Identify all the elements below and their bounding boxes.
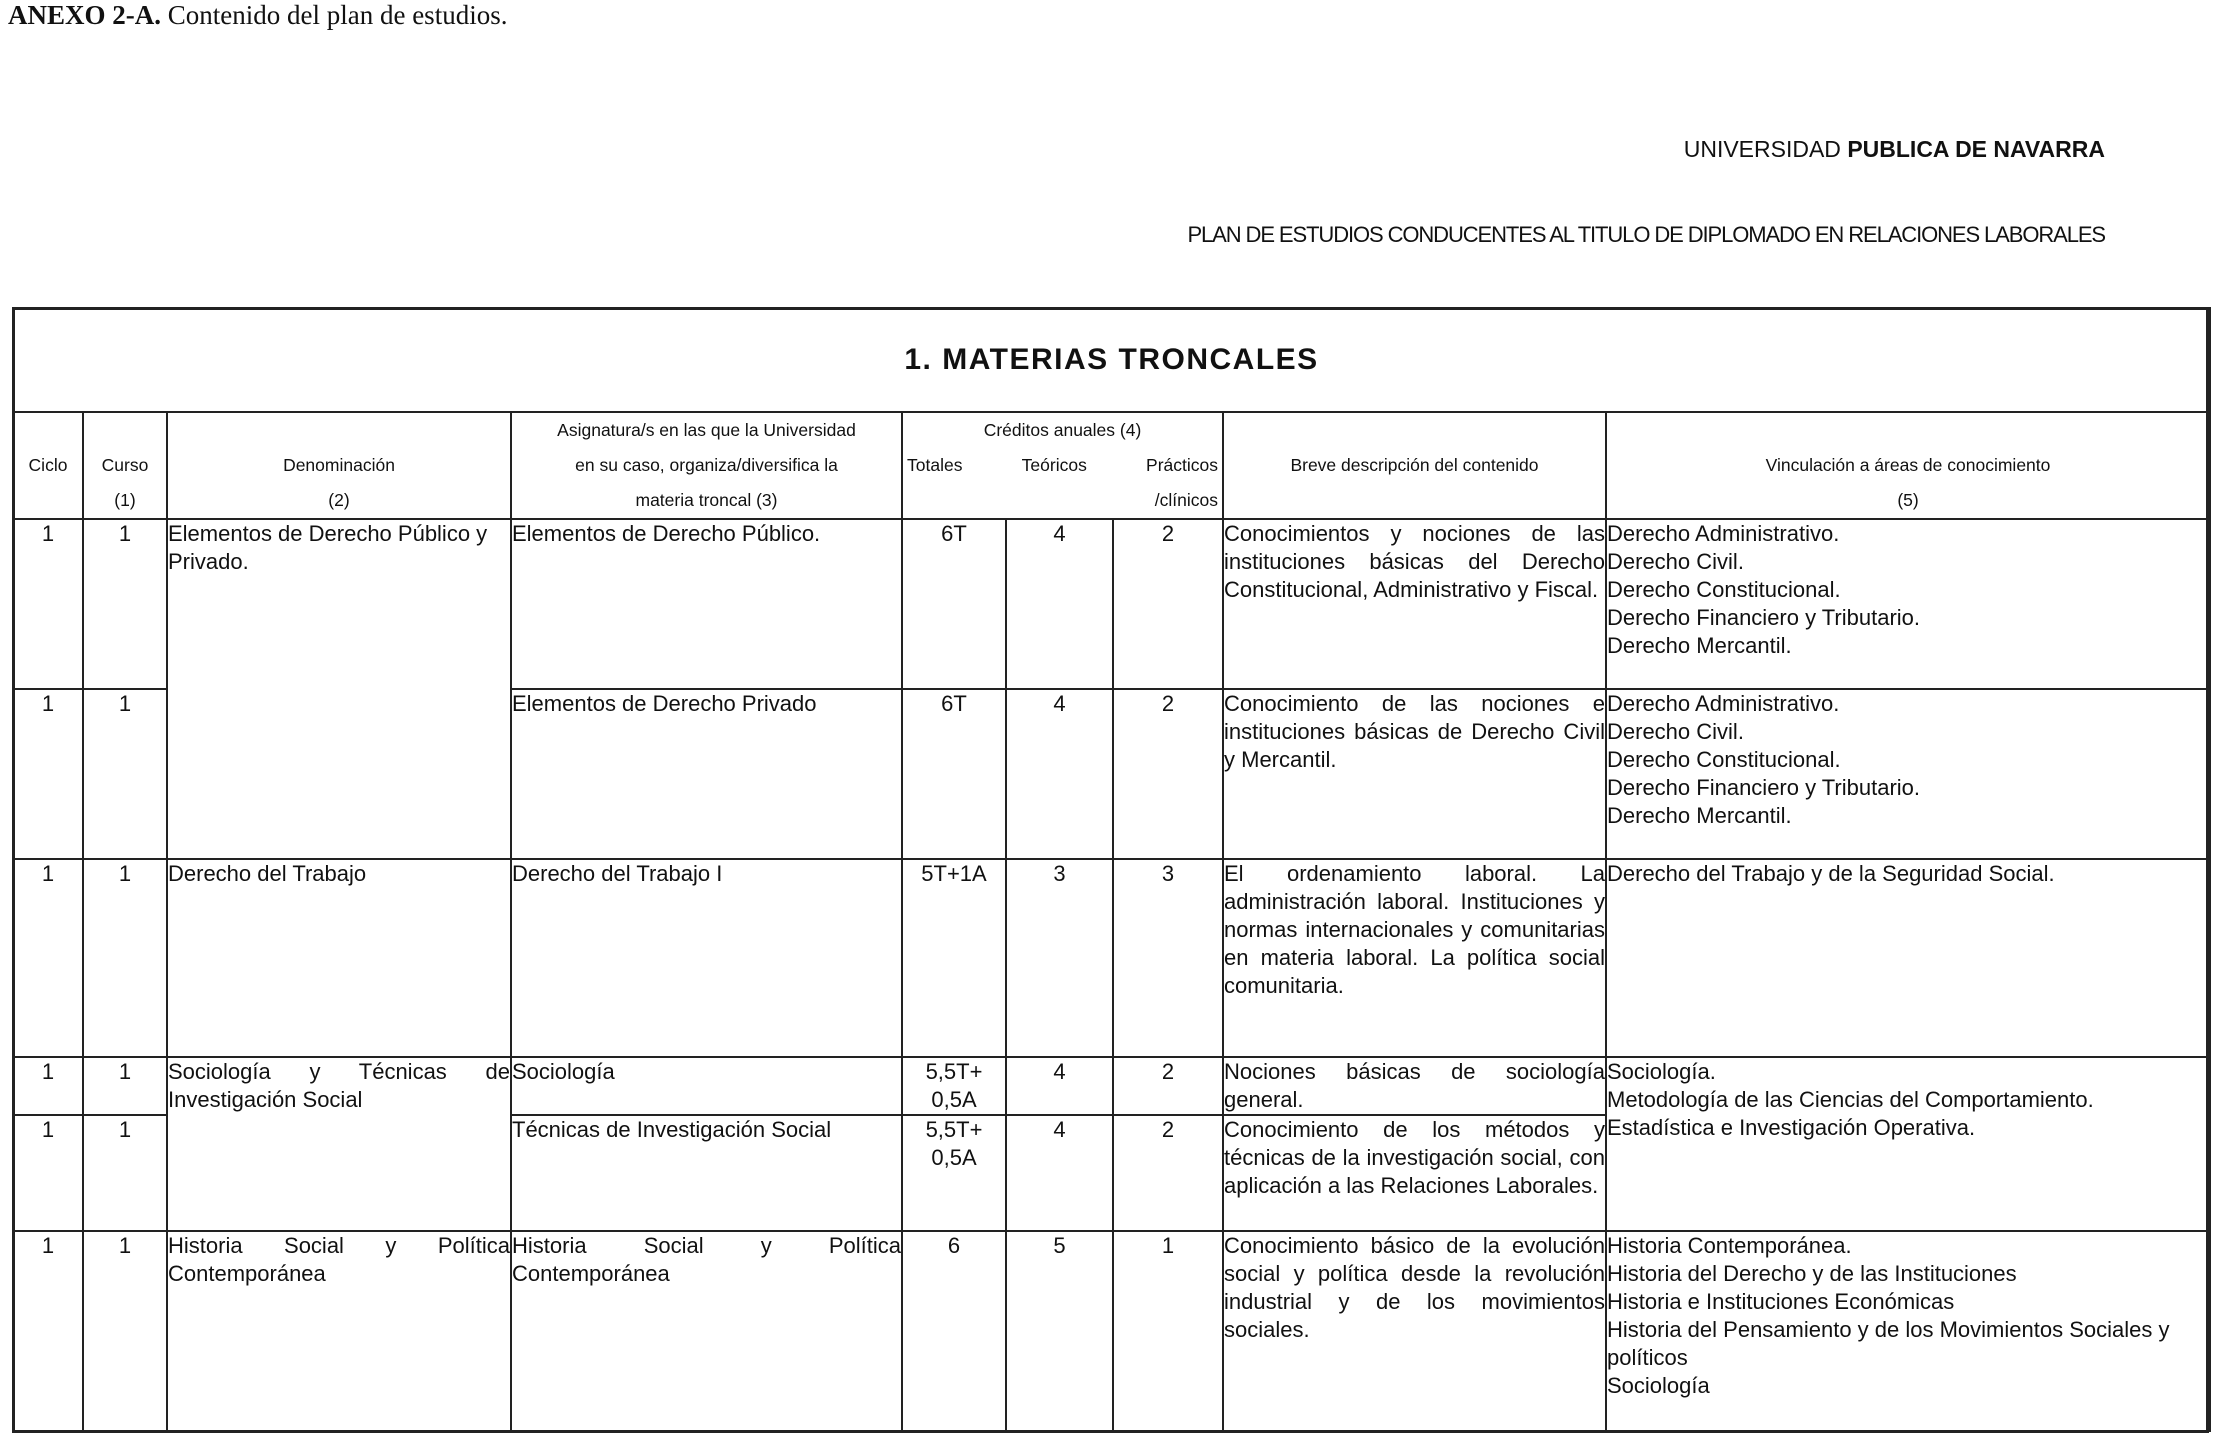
header-descripcion: Breve descripción del contenido xyxy=(1223,412,1606,519)
area-item: Derecho Civil. xyxy=(1607,549,1744,574)
cell-totales: 6T xyxy=(902,519,1006,689)
cell-curso: 1 xyxy=(83,859,167,1057)
area-item: Derecho Financiero y Tributario. xyxy=(1607,605,1921,630)
cell-ciclo: 1 xyxy=(13,1231,83,1431)
cell-ciclo: 1 xyxy=(13,1115,83,1231)
header-teoricos: Teóricos xyxy=(1021,455,1087,475)
cell-totales: 5,5T+ 0,5A xyxy=(902,1115,1006,1231)
header-curso: Curso (1) xyxy=(83,412,167,519)
cell-asignatura: Técnicas de Investigación Social xyxy=(511,1115,902,1231)
header-asignatura: Asignatura/s en las que la Universidad en su caso, organiza/diversifica la materia troncal (3) xyxy=(511,412,902,519)
plan-title: PLAN DE ESTUDIOS CONDUCENTES AL TITULO DE DIPLOMADO EN RELACIONES LABORALES xyxy=(1187,222,2105,247)
area-item: Derecho Constitucional. xyxy=(1607,577,1841,602)
cell-teoricos: 3 xyxy=(1006,859,1113,1057)
area-item: Historia Contemporánea. xyxy=(1607,1233,1852,1258)
header-clinicos: /clínicos xyxy=(1154,490,1218,510)
cell-teoricos: 4 xyxy=(1006,519,1113,689)
cell-curso: 1 xyxy=(83,1231,167,1431)
cell-areas xyxy=(1606,1057,2210,1231)
cell-areas xyxy=(1606,859,2210,1057)
header-creditos-label: Créditos anuales (4) xyxy=(983,420,1142,440)
header-creditos xyxy=(902,412,1223,519)
cell-denominacion: Derecho del Trabajo xyxy=(167,859,511,1057)
cell-denominacion: Sociología y Técnicas de Investigación Social xyxy=(167,1057,511,1231)
cell-ciclo: 1 xyxy=(13,859,83,1057)
area-item: Sociología xyxy=(1607,1373,1710,1398)
annex-text: Contenido del plan de estudios. xyxy=(167,0,508,30)
cell-areas xyxy=(1606,519,2210,689)
cell-teoricos: 5 xyxy=(1006,1231,1113,1431)
cell-ciclo: 1 xyxy=(13,689,83,859)
area-item: Historia del Pensamiento y de los Movimientos Sociales y políticos xyxy=(1607,1317,2170,1370)
table-row xyxy=(13,1231,2210,1431)
cell-totales: 6 xyxy=(902,1231,1006,1431)
cell-descripcion: El ordenamiento laboral. La administración laboral. Instituciones y normas internacionales y comunitarias en materia laboral. La política social comunitaria. xyxy=(1223,859,1606,1057)
table-row xyxy=(13,859,2210,1057)
cell-asignatura: Sociología xyxy=(511,1057,902,1115)
area-item: Derecho Administrativo. xyxy=(1607,691,1840,716)
area-item: Derecho Mercantil. xyxy=(1607,803,1792,828)
cell-descripcion: Nociones básicas de sociología general. xyxy=(1223,1057,1606,1115)
cell-curso: 1 xyxy=(83,1057,167,1115)
area-item: Derecho Financiero y Tributario. xyxy=(1607,775,1921,800)
cell-teoricos: 4 xyxy=(1006,689,1113,859)
header-ciclo: Ciclo xyxy=(13,412,83,519)
cell-descripcion: Conocimientos y nociones de las instituciones básicas del Derecho Constitucional, Administrativo y Fiscal. xyxy=(1223,519,1606,689)
section-title: 1. MATERIAS TRONCALES xyxy=(13,308,2210,412)
cell-practicos: 2 xyxy=(1113,1057,1223,1115)
cell-practicos: 2 xyxy=(1113,689,1223,859)
cell-descripcion: Conocimiento básico de la evolución social y política desde la revolución industrial y de los movimientos sociales. xyxy=(1223,1231,1606,1431)
annex-heading xyxy=(8,0,507,31)
table-header xyxy=(13,412,2210,519)
cell-curso: 1 xyxy=(83,519,167,689)
cell-asignatura: Elementos de Derecho Público. xyxy=(511,519,902,689)
area-item: Derecho Civil. xyxy=(1607,719,1744,744)
cell-areas xyxy=(1606,689,2210,859)
cell-denominacion: Elementos de Derecho Público y Privado. xyxy=(167,519,511,859)
cell-curso: 1 xyxy=(83,689,167,859)
cell-asignatura: Derecho del Trabajo I xyxy=(511,859,902,1057)
area-item: Metodología de las Ciencias del Comportamiento. xyxy=(1607,1087,2094,1112)
area-item: Estadística e Investigación Operativa. xyxy=(1607,1115,1976,1140)
cell-areas xyxy=(1606,1231,2210,1431)
area-item: Historia e Instituciones Económicas xyxy=(1607,1289,1955,1314)
university-title: PUBLICA DE NAVARRA xyxy=(1847,136,2105,162)
cell-teoricos: 4 xyxy=(1006,1057,1113,1115)
cell-descripcion: Conocimiento de las nociones e instituciones básicas de Derecho Civil y Mercantil. xyxy=(1223,689,1606,859)
cell-totales: 5T+1A xyxy=(902,859,1006,1057)
table-row xyxy=(13,519,2210,689)
area-item: Derecho del Trabajo y de la Seguridad Social. xyxy=(1607,861,2055,886)
university-prefix: UNIVERSIDAD xyxy=(1683,136,1841,162)
cell-descripcion: Conocimiento de los métodos y técnicas de la investigación social, con aplicación a las Relaciones Laborales. xyxy=(1223,1115,1606,1231)
cell-curso: 1 xyxy=(83,1115,167,1231)
curriculum-table xyxy=(12,307,2211,1432)
cell-ciclo: 1 xyxy=(13,1057,83,1115)
cell-practicos: 1 xyxy=(1113,1231,1223,1431)
area-item: Historia del Derecho y de las Instituciones xyxy=(1607,1261,2017,1286)
cell-practicos: 2 xyxy=(1113,1115,1223,1231)
cell-ciclo: 1 xyxy=(13,519,83,689)
cell-asignatura: Historia Social y Política Contemporánea xyxy=(511,1231,902,1431)
area-item: Derecho Constitucional. xyxy=(1607,747,1841,772)
cell-asignatura: Elementos de Derecho Privado xyxy=(511,689,902,859)
header-denominacion: Denominación (2) xyxy=(167,412,511,519)
area-item: Derecho Administrativo. xyxy=(1607,521,1840,546)
university-name xyxy=(1684,136,2105,163)
header-totales: Totales xyxy=(907,455,963,475)
header-vinculacion: Vinculación a áreas de conocimiento (5) xyxy=(1606,412,2210,519)
table-row xyxy=(13,1057,2210,1115)
cell-totales: 5,5T+ 0,5A xyxy=(902,1057,1006,1115)
annex-prefix: ANEXO 2-A. xyxy=(8,0,161,30)
cell-practicos: 2 xyxy=(1113,519,1223,689)
header-practicos: Prácticos xyxy=(1146,455,1218,475)
cell-teoricos: 4 xyxy=(1006,1115,1113,1231)
cell-denominacion: Historia Social y Política Contemporánea xyxy=(167,1231,511,1431)
area-item: Sociología. xyxy=(1607,1059,1716,1084)
header-creditos-sub xyxy=(903,448,1222,483)
cell-totales: 6T xyxy=(902,689,1006,859)
cell-practicos: 3 xyxy=(1113,859,1223,1057)
area-item: Derecho Mercantil. xyxy=(1607,633,1792,658)
